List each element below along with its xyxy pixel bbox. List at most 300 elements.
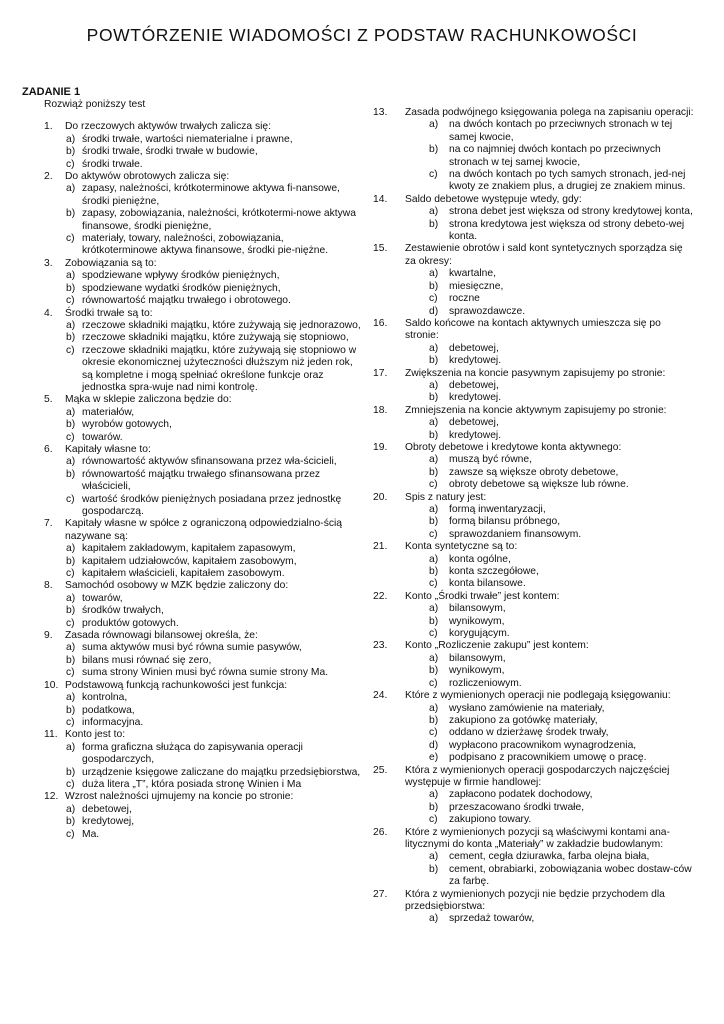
option-text: rzeczowe składniki majątku, które zużywają się stopniowo, xyxy=(82,332,349,344)
option-letter: b) xyxy=(429,392,439,404)
answer-option xyxy=(373,392,695,404)
option-letter: a) xyxy=(66,133,76,145)
question-item xyxy=(22,394,362,406)
answer-option xyxy=(373,678,695,690)
option-text: sprawozdaniem finansowym. xyxy=(449,528,582,540)
answer-option xyxy=(373,281,695,293)
question-number: 26. xyxy=(373,826,388,838)
option-letter: a) xyxy=(66,803,76,815)
question-item xyxy=(373,591,695,603)
answer-option xyxy=(22,270,362,282)
question-text: Spis z natury jest: xyxy=(405,491,487,503)
option-text: środków trwałych, xyxy=(82,605,164,617)
option-letter: b) xyxy=(66,419,76,431)
answer-option xyxy=(22,779,362,791)
option-text: bilans musi równać się zero, xyxy=(82,654,212,666)
option-letter: a) xyxy=(66,592,76,604)
question-item xyxy=(22,518,362,543)
option-letter: d) xyxy=(429,739,439,751)
question-text: Saldo końcowe na kontach aktywnych umieszcza się po stronie: xyxy=(405,317,661,342)
left-column xyxy=(22,86,362,841)
answer-option xyxy=(22,655,362,667)
question-text: Samochód osobowy w MZK będzie zaliczony do: xyxy=(65,580,289,592)
option-text: formą bilansu próbnego, xyxy=(449,516,561,528)
answer-option xyxy=(22,767,362,779)
answer-option xyxy=(22,283,362,295)
question-number: 18. xyxy=(373,404,388,416)
question-text: Która z wymienionych operacji gospodarczych najczęściej występuje w firmie handlowej: xyxy=(405,764,670,788)
option-text: materiały, towary, należności, zobowiązania, krótkoterminowe aktywa finansowe, środki pie-niężne. xyxy=(82,233,329,257)
answer-option xyxy=(373,454,695,466)
option-letter: b) xyxy=(66,766,76,778)
option-letter: c) xyxy=(66,667,75,679)
option-text: wysłano zamówienie na materiały, xyxy=(449,702,605,714)
option-letter: c) xyxy=(429,528,438,540)
option-text: na dwóch kontach po tych samych stronach, jed-nej kwoty ze znakiem plus, a drugiej ze znakiem minus. xyxy=(449,169,686,193)
option-letter: a) xyxy=(429,789,439,801)
question-text: Konto jest to: xyxy=(65,729,126,741)
question-item xyxy=(22,791,362,803)
question-item xyxy=(373,492,695,504)
question-text: Zmniejszenia na koncie aktywnym zapisujemy po stronie: xyxy=(405,404,667,416)
question-text: Zasada równowagi bilansowej określa, że: xyxy=(65,630,258,642)
option-letter: b) xyxy=(429,665,439,677)
answer-option xyxy=(22,804,362,816)
question-text: Konto „Środki trwałe” jest kontem: xyxy=(405,590,560,602)
option-text: kredytowej. xyxy=(449,429,502,441)
question-item xyxy=(373,765,695,790)
option-letter: a) xyxy=(429,342,439,354)
answer-option xyxy=(22,208,362,233)
option-text: wyrobów gotowych, xyxy=(82,419,172,431)
page-title: POWTÓRZENIE WIADOMOŚCI Z PODSTAW RACHUNKOWOŚCI xyxy=(86,25,638,45)
answer-option xyxy=(373,851,695,863)
option-text: na co najmniej dwóch kontach po przeciwnych stronach w tej samej kwocie, xyxy=(449,144,661,168)
answer-option xyxy=(373,616,695,628)
option-letter: e) xyxy=(429,752,439,764)
option-text: bilansowym, xyxy=(449,603,506,615)
option-text: środki trwałe. xyxy=(82,158,143,170)
answer-option xyxy=(373,653,695,665)
option-letter: b) xyxy=(66,816,76,828)
answer-option xyxy=(22,618,362,630)
answer-option xyxy=(373,727,695,739)
question-number: 15. xyxy=(373,243,388,255)
answer-option xyxy=(22,816,362,828)
option-letter: b) xyxy=(429,218,439,230)
option-text: równowartość majątku trwałego i obrotowego. xyxy=(82,295,291,307)
question-item xyxy=(373,827,695,852)
question-number: 17. xyxy=(373,367,388,379)
answer-option xyxy=(373,578,695,590)
answer-option xyxy=(373,169,695,194)
answer-option xyxy=(22,568,362,580)
option-letter: c) xyxy=(66,828,75,840)
question-text: Zestawienie obrotów i sald kont syntetycznych sporządza się za okresy: xyxy=(405,243,683,267)
option-letter: a) xyxy=(429,913,439,925)
option-letter: b) xyxy=(429,429,439,441)
option-letter: a) xyxy=(429,454,439,466)
answer-option xyxy=(22,183,362,208)
option-letter: a) xyxy=(429,119,439,131)
answer-option xyxy=(373,740,695,752)
option-letter: c) xyxy=(66,158,75,170)
option-letter: d) xyxy=(429,305,439,317)
option-letter: c) xyxy=(429,814,438,826)
option-text: wypłacono pracownikom wynagrodzenia, xyxy=(449,739,637,751)
option-text: produktów gotowych. xyxy=(82,617,179,629)
option-letter: c) xyxy=(66,493,75,505)
option-letter: b) xyxy=(429,355,439,367)
option-text: cement, obrabiarki, zobowiązania wobec dostaw-ców za farbę. xyxy=(449,863,692,888)
option-letter: a) xyxy=(66,543,76,555)
option-letter: b) xyxy=(66,704,76,716)
option-letter: a) xyxy=(66,692,76,704)
question-number: 10. xyxy=(44,679,59,691)
answer-option xyxy=(373,554,695,566)
answer-option xyxy=(22,233,362,258)
question-number: 4. xyxy=(44,307,53,319)
question-item xyxy=(22,258,362,270)
option-letter: a) xyxy=(429,268,439,280)
question-item xyxy=(373,690,695,702)
answer-option xyxy=(373,380,695,392)
question-number: 2. xyxy=(44,171,53,183)
option-letter: b) xyxy=(66,332,76,344)
answer-option xyxy=(22,692,362,704)
question-number: 6. xyxy=(44,443,53,455)
question-text: Wzrost należności ujmujemy na koncie po stronie: xyxy=(65,791,294,803)
option-letter: a) xyxy=(429,206,439,218)
option-text: cement, cegła dziurawka, farba olejna biała, xyxy=(449,851,650,863)
option-text: kredytowej. xyxy=(449,355,502,367)
option-text: kredytowej, xyxy=(82,816,135,828)
option-letter: c) xyxy=(429,628,438,640)
answer-option xyxy=(373,219,695,244)
question-item xyxy=(373,194,695,206)
option-text: sprzedaż towarów, xyxy=(449,913,535,925)
question-text: Kapitały własne w spółce z ograniczoną odpowiedzialno-ścią nazywane są: xyxy=(65,518,343,542)
option-letter: c) xyxy=(66,617,75,629)
option-text: spodziewane wpływy środków pieniężnych, xyxy=(82,270,280,282)
answer-option xyxy=(22,593,362,605)
question-text: Zasada podwójnego księgowania polega na zapisaniu operacji: xyxy=(405,107,694,118)
answer-option xyxy=(373,268,695,280)
question-text: Podstawową funkcją rachunkowości jest funkcja: xyxy=(65,679,288,691)
option-text: konta szczegółowe, xyxy=(449,566,539,578)
answer-option xyxy=(22,320,362,332)
question-number: 8. xyxy=(44,580,53,592)
question-item xyxy=(22,444,362,456)
question-text: Zobowiązania są to: xyxy=(65,257,157,269)
option-letter: a) xyxy=(429,553,439,565)
question-number: 20. xyxy=(373,491,388,503)
answer-option xyxy=(22,146,362,158)
question-number: 5. xyxy=(44,394,53,406)
answer-option xyxy=(373,516,695,528)
answer-option xyxy=(22,332,362,344)
option-text: oddano w dzierżawę środek trwały, xyxy=(449,727,609,739)
right-column xyxy=(373,107,695,926)
question-item xyxy=(373,368,695,380)
option-text: forma graficzna służąca do zapisywania operacji gospodarczych, xyxy=(82,741,303,766)
option-text: towarów. xyxy=(82,431,123,443)
option-letter: b) xyxy=(66,654,76,666)
option-text: wynikowym, xyxy=(449,665,505,677)
option-text: roczne xyxy=(449,293,480,305)
option-text: równowartość majątku trwałego sfinansowana przez właścicieli, xyxy=(82,468,321,493)
answer-option xyxy=(373,293,695,305)
option-letter: c) xyxy=(429,727,438,739)
question-number: 24. xyxy=(373,690,388,702)
option-text: rozliczeniowym. xyxy=(449,677,522,689)
option-text: kontrolna, xyxy=(82,692,128,704)
option-letter: c) xyxy=(66,233,75,245)
answer-option xyxy=(373,119,695,144)
answer-option xyxy=(373,802,695,814)
option-text: zapasy, należności, krótkoterminowe aktywa fi-nansowe, środki pieniężne, xyxy=(82,183,340,207)
option-text: informacyjna. xyxy=(82,716,144,728)
answer-option xyxy=(373,864,695,889)
option-letter: b) xyxy=(429,615,439,627)
option-letter: b) xyxy=(429,280,439,292)
question-number: 25. xyxy=(373,764,388,776)
answer-option xyxy=(22,159,362,171)
option-text: debetowej, xyxy=(82,803,132,815)
option-text: zakupiono za gotówkę materiały, xyxy=(449,714,598,726)
option-letter: a) xyxy=(66,270,76,282)
answer-option xyxy=(22,345,362,395)
option-letter: a) xyxy=(429,504,439,515)
option-text: debetowej, xyxy=(449,342,499,354)
answer-option xyxy=(373,529,695,541)
question-text: Kapitały własne to: xyxy=(65,443,151,455)
question-text: Zwiększenia na koncie pasywnym zapisujemy po stronie: xyxy=(405,367,666,379)
option-letter: a) xyxy=(429,851,439,863)
option-letter: b) xyxy=(429,516,439,528)
option-text: kredytowej. xyxy=(449,392,502,404)
answer-option xyxy=(22,705,362,717)
option-text: spodziewane wydatki środków pieniężnych, xyxy=(82,282,281,294)
option-text: rzeczowe składniki majątku, które zużywają się stopniowo w okresie ekonomicznej użyteczności dłuższym niż jeden rok, są kompletne i mogą spełniać określone funkcje oraz jednostka spra-wuje nad nimi kontrolę. xyxy=(82,344,357,393)
question-number: 13. xyxy=(373,107,388,118)
option-text: sprawozdawcze. xyxy=(449,305,526,317)
question-text: Do aktywów obrotowych zalicza się: xyxy=(65,171,230,183)
option-text: suma aktywów musi być równa sumie pasywów, xyxy=(82,642,302,654)
option-letter: a) xyxy=(66,741,76,753)
option-letter: c) xyxy=(66,778,75,790)
question-text: Mąka w sklepie zaliczona będzie do: xyxy=(65,394,232,406)
question-number: 16. xyxy=(373,317,388,329)
answer-option xyxy=(373,430,695,442)
option-text: formą inwentaryzacji, xyxy=(449,504,546,515)
option-text: równowartość aktywów sfinansowana przez wła-ścicieli, xyxy=(82,456,337,468)
question-text: Konta syntetyczne są to: xyxy=(405,541,518,553)
answer-option xyxy=(22,556,362,568)
option-letter: c) xyxy=(66,431,75,443)
question-text: Saldo debetowe występuje wtedy, gdy: xyxy=(405,193,582,205)
option-letter: c) xyxy=(66,344,75,356)
answer-option xyxy=(373,628,695,640)
question-item xyxy=(373,889,695,914)
option-letter: a) xyxy=(429,417,439,429)
option-text: duża litera „T”, która posiada stronę Winien i Ma xyxy=(82,778,302,790)
answer-option xyxy=(373,603,695,615)
option-letter: c) xyxy=(429,677,438,689)
question-number: 7. xyxy=(44,518,53,530)
answer-option xyxy=(373,504,695,516)
task-instruction: Rozwiąż poniższy test xyxy=(44,99,146,110)
option-text: środki trwałe, wartości niematerialne i prawne, xyxy=(82,133,293,145)
option-letter: b) xyxy=(429,801,439,813)
question-number: 22. xyxy=(373,590,388,602)
option-text: korygującym. xyxy=(449,628,510,640)
question-number: 21. xyxy=(373,541,388,553)
answer-option xyxy=(22,494,362,519)
answer-option xyxy=(373,306,695,318)
option-letter: b) xyxy=(66,208,76,220)
option-text: przeszacowano środki trwałe, xyxy=(449,801,585,813)
answer-option xyxy=(22,543,362,555)
answer-option xyxy=(373,144,695,169)
option-text: zapłacono podatek dochodowy, xyxy=(449,789,593,801)
option-letter: c) xyxy=(429,479,438,491)
question-text: Środki trwałe są to: xyxy=(65,307,153,319)
answer-option xyxy=(373,752,695,764)
answer-option xyxy=(22,432,362,444)
option-letter: c) xyxy=(429,169,438,181)
answer-option xyxy=(22,407,362,419)
option-text: debetowej, xyxy=(449,417,499,429)
question-text: Która z wymienionych pozycji nie będzie przychodem dla przedsiębiorstwa: xyxy=(405,888,665,912)
option-text: podpisano z pracownikiem umowę o pracę. xyxy=(449,752,647,764)
option-letter: a) xyxy=(429,379,439,391)
question-text: Konto „Rozliczenie zakupu” jest kontem: xyxy=(405,640,589,652)
option-letter: a) xyxy=(66,642,76,654)
question-number: 9. xyxy=(44,630,53,642)
option-text: miesięczne, xyxy=(449,280,504,292)
answer-option xyxy=(373,206,695,218)
option-text: materiałów, xyxy=(82,406,135,418)
answer-option xyxy=(22,742,362,767)
question-item xyxy=(22,121,362,133)
option-text: Ma. xyxy=(82,828,100,840)
option-letter: b) xyxy=(66,282,76,294)
option-text: na dwóch kontach po przeciwnych stronach w tej samej kwocie, xyxy=(449,119,673,143)
question-number: 3. xyxy=(44,257,53,269)
answer-option xyxy=(22,456,362,468)
option-text: suma strony Winien musi być równa sumie strony Ma. xyxy=(82,667,329,679)
option-letter: a) xyxy=(66,183,76,195)
answer-option xyxy=(373,913,695,925)
question-text: Obroty debetowe i kredytowe konta aktywnego: xyxy=(405,441,622,453)
option-text: obroty debetowe są większe lub równe. xyxy=(449,479,629,491)
answer-option xyxy=(373,665,695,677)
answer-option xyxy=(22,642,362,654)
option-letter: c) xyxy=(66,295,75,307)
question-number: 14. xyxy=(373,193,388,205)
question-item xyxy=(373,541,695,553)
option-text: zawsze są większe obroty debetowe, xyxy=(449,466,619,478)
option-text: towarów, xyxy=(82,592,123,604)
question-text: Które z wymienionych operacji nie podlegają księgowaniu: xyxy=(405,690,671,702)
question-number: 19. xyxy=(373,441,388,453)
answer-option xyxy=(22,829,362,841)
option-text: konta ogólne, xyxy=(449,553,511,565)
option-letter: b) xyxy=(429,144,439,156)
option-letter: b) xyxy=(429,714,439,726)
question-item xyxy=(373,640,695,652)
question-text: Do rzeczowych aktywów trwałych zalicza się: xyxy=(65,121,271,133)
option-text: strona debet jest większa od strony kredytowej konta, xyxy=(449,206,693,218)
option-text: środki trwałe, środki trwałe w budowie, xyxy=(82,146,258,158)
question-item xyxy=(373,243,695,268)
question-number: 1. xyxy=(44,121,53,133)
option-letter: a) xyxy=(66,406,76,418)
option-text: wartość środków pieniężnych posiadana przez jednostkę gospodarczą. xyxy=(82,493,342,517)
answer-option xyxy=(373,355,695,367)
answer-option xyxy=(373,467,695,479)
option-letter: c) xyxy=(66,716,75,728)
question-number: 12. xyxy=(44,791,59,803)
question-item xyxy=(22,630,362,642)
option-letter: a) xyxy=(66,456,76,468)
question-text: Które z wymienionych pozycji są właściwymi kontami ana-litycznymi do konta „Materiały” w zakładzie budowlanym: xyxy=(405,826,670,850)
question-item xyxy=(22,580,362,592)
option-letter: c) xyxy=(429,293,438,305)
answer-option xyxy=(22,295,362,307)
option-text: urządzenie księgowe zaliczane do majątku przedsiębiorstwa, xyxy=(82,766,361,778)
option-text: zapasy, zobowiązania, należności, krótkotermi-nowe aktywa finansowe, środki pieniężne, xyxy=(82,208,356,232)
question-item xyxy=(373,442,695,454)
option-text: kwartalne, xyxy=(449,268,496,280)
answer-option xyxy=(373,814,695,826)
answer-option xyxy=(22,605,362,617)
option-text: wynikowym, xyxy=(449,615,505,627)
question-item xyxy=(373,107,695,119)
answer-option xyxy=(373,703,695,715)
answer-option xyxy=(373,715,695,727)
option-text: bilansowym, xyxy=(449,652,506,664)
task-heading: ZADANIE 1 xyxy=(22,86,81,98)
option-text: konta bilansowe. xyxy=(449,578,526,590)
option-letter: c) xyxy=(66,568,75,580)
question-item xyxy=(22,308,362,320)
option-letter: b) xyxy=(66,468,76,480)
option-letter: a) xyxy=(429,603,439,615)
question-item xyxy=(373,318,695,343)
answer-option xyxy=(22,469,362,494)
option-letter: c) xyxy=(429,578,438,590)
answer-option xyxy=(22,717,362,729)
option-text: zakupiono towary. xyxy=(449,814,532,826)
option-text: rzeczowe składniki majątku, które zużywają się jednorazowo, xyxy=(82,319,361,331)
option-letter: a) xyxy=(66,319,76,331)
option-letter: b) xyxy=(66,555,76,567)
question-number: 11. xyxy=(44,729,58,741)
question-item xyxy=(22,171,362,183)
answer-option xyxy=(373,343,695,355)
answer-option xyxy=(373,479,695,491)
option-letter: b) xyxy=(66,146,76,158)
answer-option xyxy=(22,667,362,679)
answer-option xyxy=(373,789,695,801)
option-text: debetowej, xyxy=(449,379,499,391)
option-text: kapitałem właścicieli, kapitałem zasobowym. xyxy=(82,568,285,580)
option-text: kapitałem udziałowców, kapitałem zasobowym, xyxy=(82,555,297,567)
option-letter: a) xyxy=(429,652,439,664)
answer-option xyxy=(22,419,362,431)
